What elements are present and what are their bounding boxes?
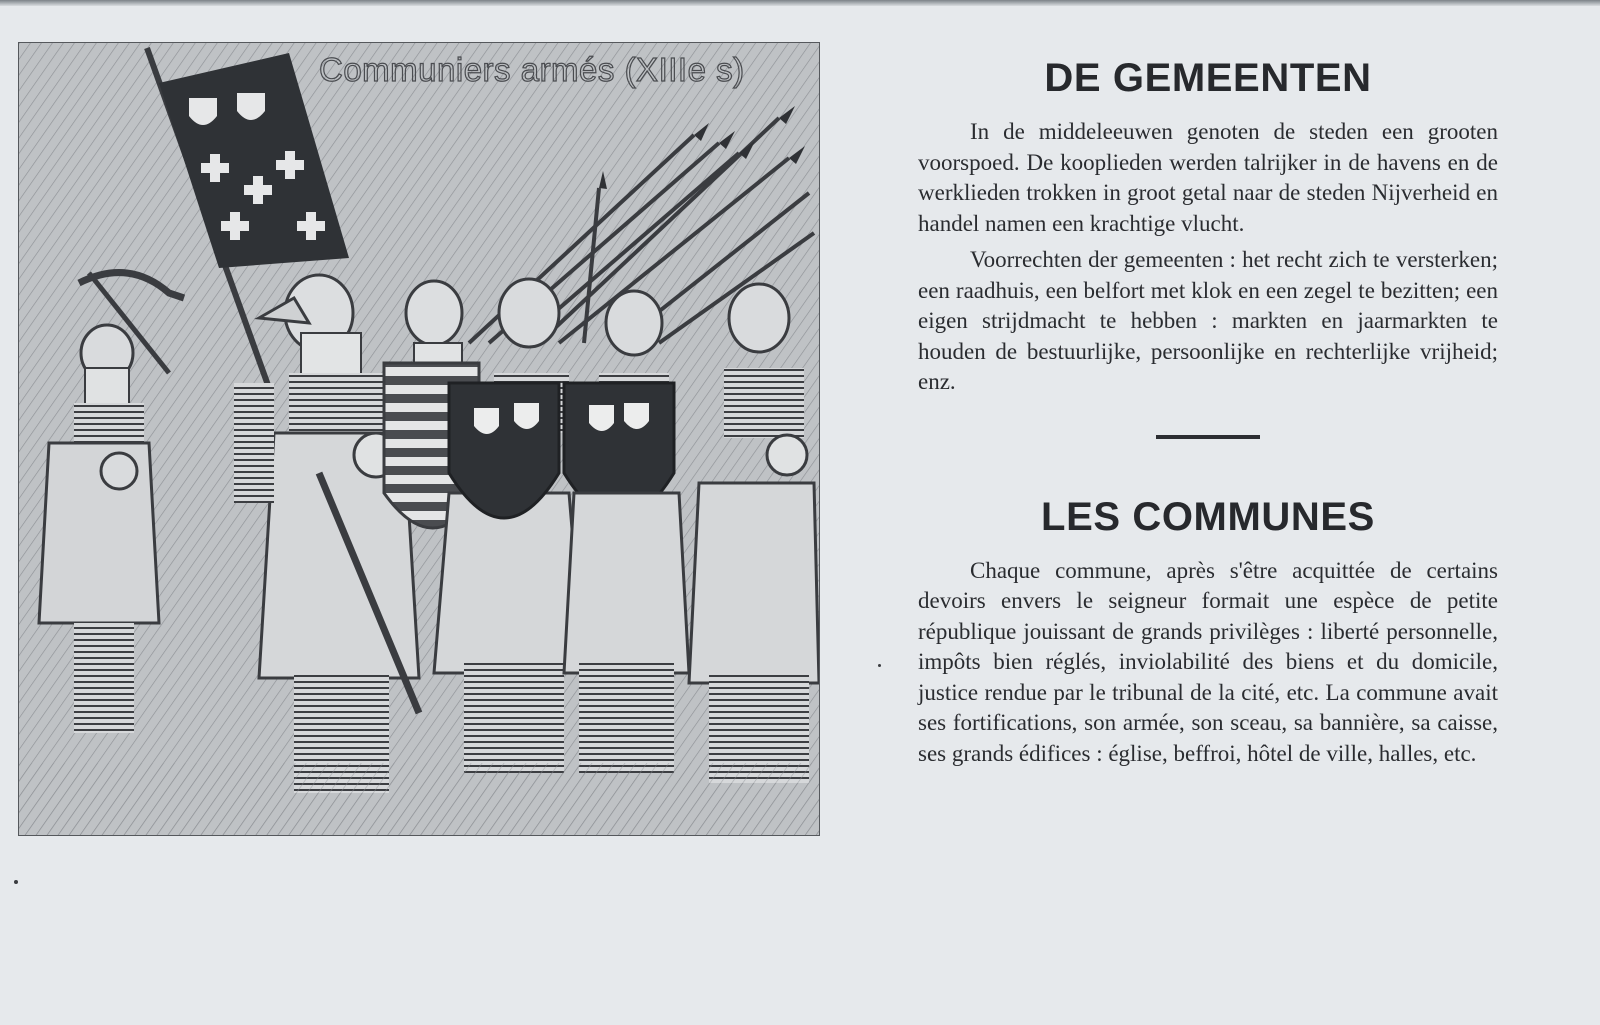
soldiers-illustration: [18, 42, 820, 836]
illustration-caption: Communiers armés (XIIIe s): [319, 51, 745, 88]
medieval-soldiers-icon: [19, 43, 819, 835]
dutch-paragraph-2: Voorrechten der gemeenten : het recht zich te versterken; een raadhuis, een belfort met klok en een zegel te bezitten; een eigen strijdmacht te hebben : markten en jaarmarkten te houden de bestuurlijke, persoonlijke en rechterlijke vrijheid; enz.: [918, 247, 1498, 394]
print-speck: [14, 880, 18, 884]
dutch-section-title: DE GEMEENTEN: [1044, 56, 1372, 100]
french-section-title: LES COMMUNES: [1041, 494, 1375, 539]
page-top-edge: [0, 0, 1600, 6]
print-speck: [878, 664, 881, 667]
french-paragraph-1: Chaque commune, après s'être acquittée de certains devoirs envers le seigneur formait une espèce de petite république jouissant de grands privilèges : liberté personnelle, impôts bien réglés, inviolabilité des biens et du domicile, justice rendue par le tribunal de la cité, etc. La commune avait ses fortifications, son armée, son sceau, sa bannière, sa caisse, ses grands édifices : église, beffroi, hôtel de ville, halles, etc.: [918, 557, 1498, 766]
dutch-paragraph-1: In de middeleeuwen genoten de steden een grooten voorspoed. De kooplieden werden talrijker in de havens en de werklieden trokken in groot getal naar de steden Nijverheid en handel namen een krachtige vlucht.: [918, 119, 1498, 236]
section-divider: [1156, 435, 1260, 439]
text-column: [918, 52, 1498, 769]
